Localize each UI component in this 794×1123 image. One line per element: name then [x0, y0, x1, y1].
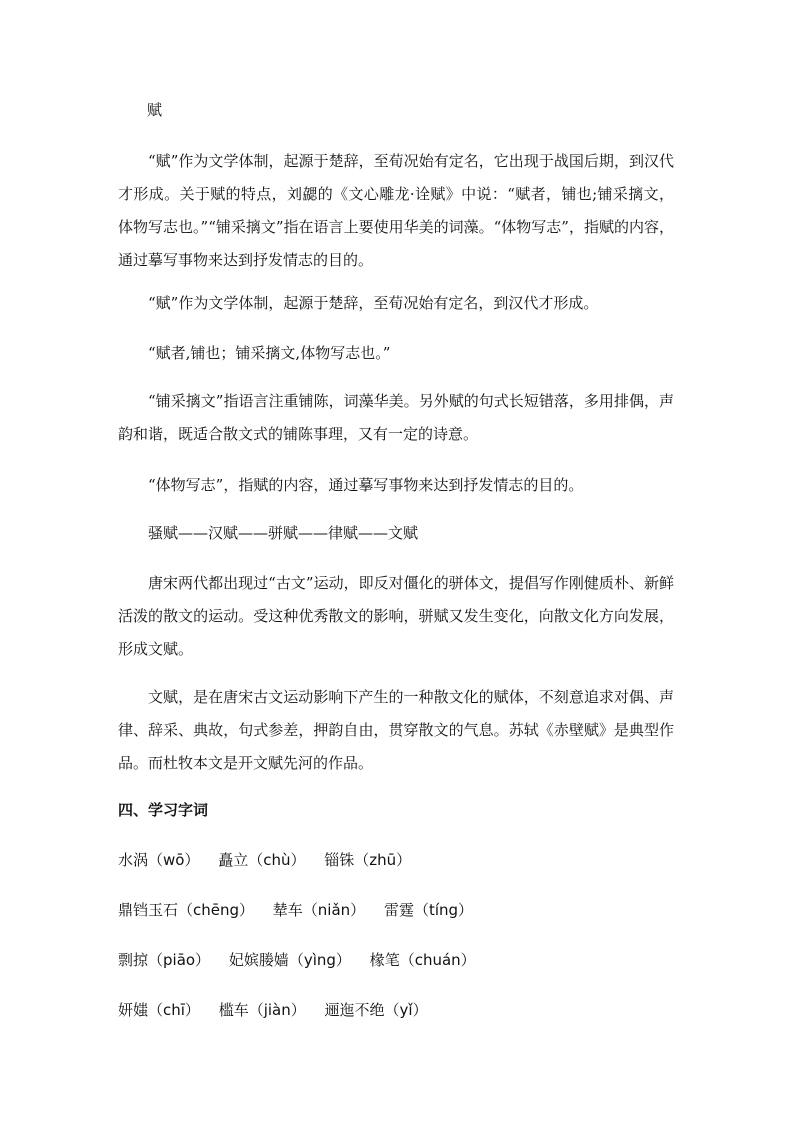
paragraph-2-text: “赋”作为文学体制，起源于楚辞，至荀况始有定名，到汉代才形成。: [148, 294, 599, 312]
paragraph-8-text: 文赋，是在唐宋古文运动影响下产生的一种散文化的赋体，不刻意追求对偶、声律、辞采、典故，句式参差，押韵自由，贯穿散文的气息。苏轼《赤壁赋》是典型作品。而杜牧本文是开文赋先河的作品。: [118, 688, 674, 772]
vocab-item: 矗立（chù）: [218, 851, 306, 869]
vocab-row-3: [118, 950, 490, 970]
paragraph-3: [118, 337, 674, 370]
paragraph-5-text: “体物写志”，指赋的内容，通过摹写事物来达到抒发情志的目的。: [148, 476, 584, 494]
section-heading-4: 四、学习字词: [118, 801, 209, 819]
vocab-row-2: [118, 900, 487, 920]
section-title: 赋: [147, 101, 163, 119]
vocab-item: 妍媸（chī）: [118, 1001, 200, 1019]
paragraph-3-text: “赋者,铺也；铺采摛文,体物写志也。”: [148, 344, 391, 362]
paragraph-5: [118, 469, 674, 502]
vocab-item: 逦迤不绝（yǐ）: [324, 1001, 428, 1019]
paragraph-4-text: “铺采摛文”指语言注重铺陈，词藻华美。另外赋的句式长短错落，多用排偶，声韵和谐，既适合散文式的铺陈事理，又有一定的诗意。: [118, 392, 674, 443]
paragraph-8: [118, 681, 674, 780]
paragraph-4: [118, 385, 674, 451]
vocab-item: 椽笔（chuán）: [369, 951, 476, 969]
vocab-row-1: [118, 850, 425, 870]
vocab-row-4: [118, 1000, 442, 1020]
paragraph-6-text: 骚赋——汉赋——骈赋——律赋——文赋: [148, 524, 419, 542]
vocab-item: 鼎铛玉石（chēng）: [118, 901, 255, 919]
vocab-item: 妃嫔媵嫱（yìng）: [228, 951, 351, 969]
vocab-item: 雷霆（tíng）: [383, 901, 474, 919]
vocab-item: 槛车（jiàn）: [218, 1001, 306, 1019]
paragraph-2: [118, 287, 674, 320]
paragraph-1-text: “赋”作为文学体制，起源于楚辞，至荀况始有定名，它出现于战国后期，到汉代才形成。关于赋的特点，刘勰的《文心雕龙·诠赋》中说：“赋者，铺也;铺采摛文，体物写志也。”“铺采摛文”指在语言上要使用华美的词藻。“体物写志”，指赋的内容，通过摹写事物来达到抒发情志的目的。: [118, 152, 674, 269]
vocab-item: 水涡（wō）: [118, 851, 200, 869]
paragraph-6: [118, 517, 674, 550]
vocab-item: 辇车（niǎn）: [272, 901, 366, 919]
vocab-item: 剽掠（piāo）: [118, 951, 211, 969]
paragraph-1: [118, 145, 674, 277]
paragraph-7: [118, 567, 674, 666]
paragraph-7-text: 唐宋两代都出现过“古文”运动，即反对僵化的骈体文，提倡写作刚健质朴、新鲜活泼的散文的运动。受这种优秀散文的影响，骈赋又发生变化，向散文化方向发展，形成文赋。: [118, 574, 674, 658]
vocab-item: 锱铢（zhū）: [324, 851, 412, 869]
